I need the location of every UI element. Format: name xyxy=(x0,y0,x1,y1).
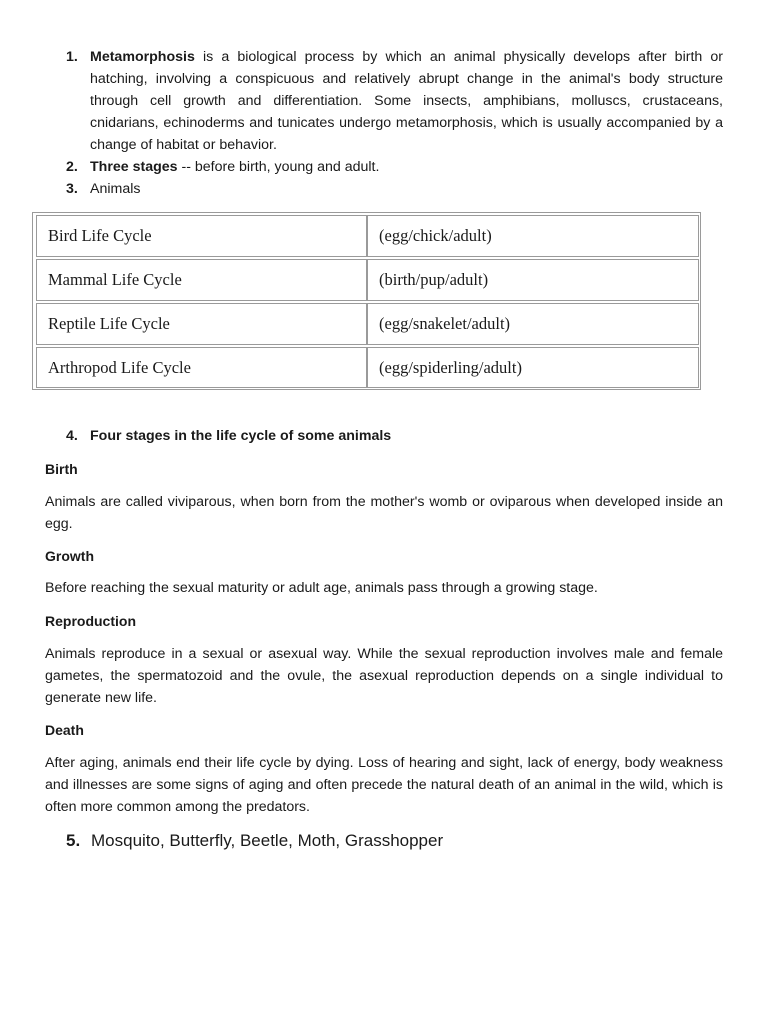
three-stages-text: -- before birth, young and adult. xyxy=(177,159,380,175)
table-cell-name: Reptile Life Cycle xyxy=(36,303,367,345)
death-paragraph: After aging, animals end their life cycle by dying. Loss of hearing and sight, lack of energy, body weakness and illnesses are some signs of aging and often precede the natural death of an animal in the wild, which is often more common among the predators. xyxy=(45,755,723,815)
list-number: 2. xyxy=(66,159,78,175)
list-item-metamorphosis xyxy=(66,46,723,156)
table-cell-stages: (egg/chick/adult) xyxy=(367,215,699,257)
section-four-heading xyxy=(66,425,391,447)
list-number: 1. xyxy=(66,49,78,65)
list-item-body xyxy=(90,156,723,178)
term-metamorphosis: Metamorphosis xyxy=(90,49,195,65)
section-number: 4. xyxy=(66,428,78,444)
table-cell-stages: (egg/spiderling/adult) xyxy=(367,347,699,388)
section-five-heading xyxy=(66,829,443,853)
growth-heading: Growth xyxy=(45,548,94,564)
list-item-animals xyxy=(66,178,723,200)
list-number: 3. xyxy=(66,181,78,197)
birth-paragraph: Animals are called viviparous, when born from the mother's womb or oviparous when developed inside an egg. xyxy=(45,494,723,532)
table-cell-name: Mammal Life Cycle xyxy=(36,259,367,301)
section-number: 5. xyxy=(66,831,81,850)
table-cell-name: Bird Life Cycle xyxy=(36,215,367,257)
table-cell-name: Arthropod Life Cycle xyxy=(36,347,367,388)
term-three-stages: Three stages xyxy=(90,159,178,175)
list-item-body: Animals xyxy=(90,181,141,197)
list-item-body xyxy=(90,46,723,156)
table-cell-stages: (birth/pup/adult) xyxy=(367,259,699,301)
insect-examples: Mosquito, Butterfly, Beetle, Moth, Grasshopper xyxy=(91,831,444,850)
reproduction-paragraph: Animals reproduce in a sexual or asexual way. While the sexual reproduction involves male and female gametes, the spermatozoid and the ovule, the asexual reproduction depends on a single individual to generate new life. xyxy=(45,646,723,706)
reproduction-heading: Reproduction xyxy=(45,613,136,629)
table-cell-stages: (egg/snakelet/adult) xyxy=(367,303,699,345)
section-title: Four stages in the life cycle of some animals xyxy=(90,428,392,444)
death-heading: Death xyxy=(45,722,84,738)
birth-heading: Birth xyxy=(45,461,78,477)
growth-paragraph: Before reaching the sexual maturity or adult age, animals pass through a growing stage. xyxy=(45,580,598,596)
metamorphosis-definition: is a biological process by which an animal physically develops after birth or hatching, involving a conspicuous and relatively abrupt change in the animal's body structure through cell growth and differentiation. Some insects, amphibians, molluscs, crustaceans, cnidarians, echinoderms and tunicates undergo metamorphosis, which is usually accompanied by a change of habitat or behavior. xyxy=(90,49,723,153)
list-item-three-stages xyxy=(66,156,723,178)
life-cycle-table xyxy=(32,212,701,390)
